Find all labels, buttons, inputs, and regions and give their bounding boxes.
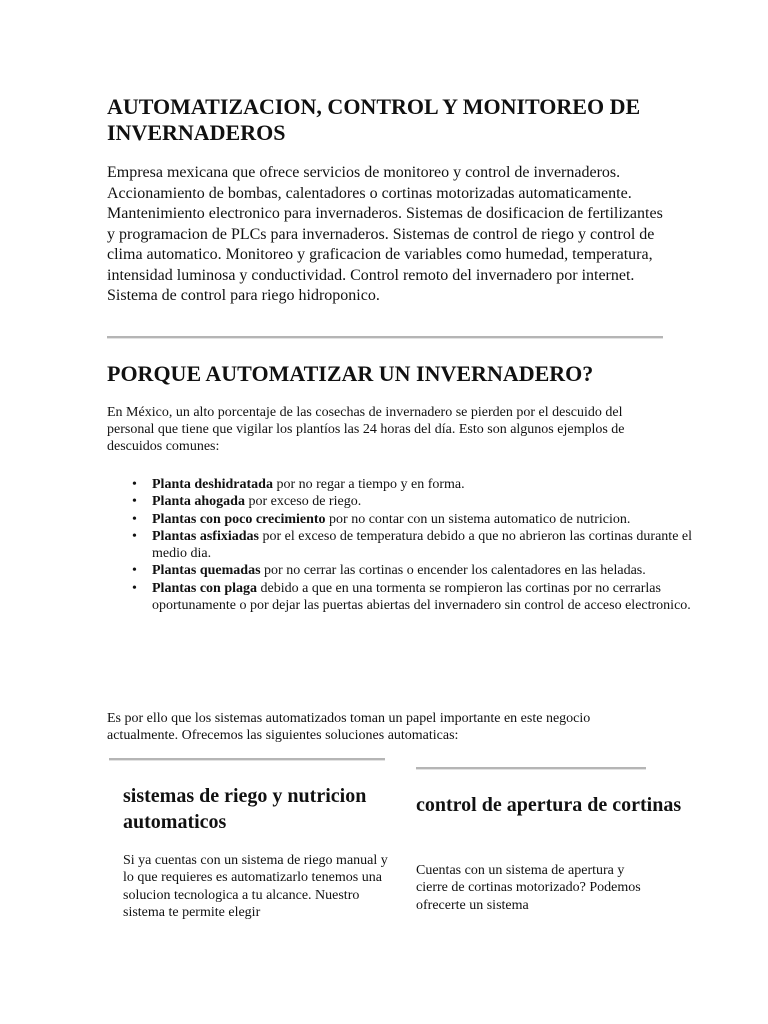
- list-item-text: por no regar a tiempo y en forma.: [272, 477, 465, 492]
- list-item: [132, 562, 708, 579]
- paragraph-soluciones: Es por ello que los sistemas automatizados toman un papel importante en este negocio actualmente. Ofrecemos las siguientes soluciones automaticas:: [107, 711, 591, 743]
- section-divider: [107, 336, 663, 339]
- bullet-icon: •: [132, 563, 137, 579]
- list-item-bold: Plantas con plaga: [152, 580, 258, 596]
- list-item: [132, 580, 708, 615]
- section-heading: PORQUE AUTOMATIZAR UN INVERNADERO?: [107, 361, 594, 386]
- list-item-bold: Plantas con poco crecimiento: [152, 511, 326, 527]
- descuidos-list: [107, 476, 708, 614]
- column-text-riego: Si ya cuentas con un sistema de riego manual y lo que requieres es automatizarlo tenemos una solucion tecnologica a tu alcance. Nuestro sistema te permite elegir: [123, 853, 388, 920]
- paragraph-descuidos: En México, un alto porcentaje de las cosechas de invernadero se pierden por el descuido del personal que tiene que vigilar los plantíos las 24 horas del día. Esto son algunos ejemplos de descuidos comunes:: [107, 405, 625, 454]
- list-item-text: por el exceso de temperatura debido a que no abrieron las cortinas durante el medio dia.: [152, 528, 693, 562]
- column-left-divider: [109, 758, 385, 761]
- list-item-bold: Planta ahogada: [152, 494, 245, 510]
- column-heading-riego: sistemas de riego y nutricion automaticos: [123, 785, 367, 833]
- list-item-bold: Planta deshidratada: [152, 477, 273, 492]
- bullet-icon: •: [132, 477, 137, 492]
- intro-paragraph: Empresa mexicana que ofrece servicios de monitoreo y control de invernaderos. Accionamiento de bombas, calentadores o cortinas motorizadas automaticamente. Mantenimiento electronico para invernaderos. Sistemas de dosificacion de fertilizantes y programacion de PLCs para invernaderos. Sistemas de control de riego y control de clima automatico. Monitoreo y graficacion de variables como humedad, temperatura, intensidad luminosa y conductividad. Control remoto del invernadero por internet. Sistema de control para riego hidroponico.: [107, 164, 663, 304]
- list-item-text: por no contar con un sistema automatico de nutricion.: [325, 511, 631, 527]
- list-item: [132, 476, 708, 493]
- list-item-text: por no cerrar las cortinas o encender los calentadores en las heladas.: [260, 563, 646, 579]
- list-item: [132, 493, 708, 510]
- bullet-icon: •: [132, 580, 137, 596]
- list-item-bold: Plantas quemadas: [152, 563, 261, 579]
- list-item-text: por exceso de riego.: [244, 494, 362, 510]
- column-heading-cortinas: control de apertura de cortinas: [416, 794, 682, 816]
- list-item-bold: Plantas asfixiadas: [152, 528, 259, 544]
- page-title: AUTOMATIZACION, CONTROL Y MONITOREO DE INVERNADEROS: [107, 94, 641, 145]
- list-item: [132, 528, 708, 563]
- column-right-divider: [416, 767, 646, 770]
- list-item-text: debido a que en una tormenta se rompieron las cortinas por no cerrarlas oportunamente o por dejar las puertas abiertas del invernadero sin control de acceso electronico.: [152, 580, 691, 614]
- list-item: [132, 511, 708, 528]
- bullet-icon: •: [132, 511, 137, 527]
- bullet-icon: •: [132, 494, 137, 510]
- bullet-icon: •: [132, 528, 137, 544]
- column-text-cortinas: Cuentas con un sistema de apertura y cierre de cortinas motorizado? Podemos ofrecerte un sistema: [416, 863, 641, 913]
